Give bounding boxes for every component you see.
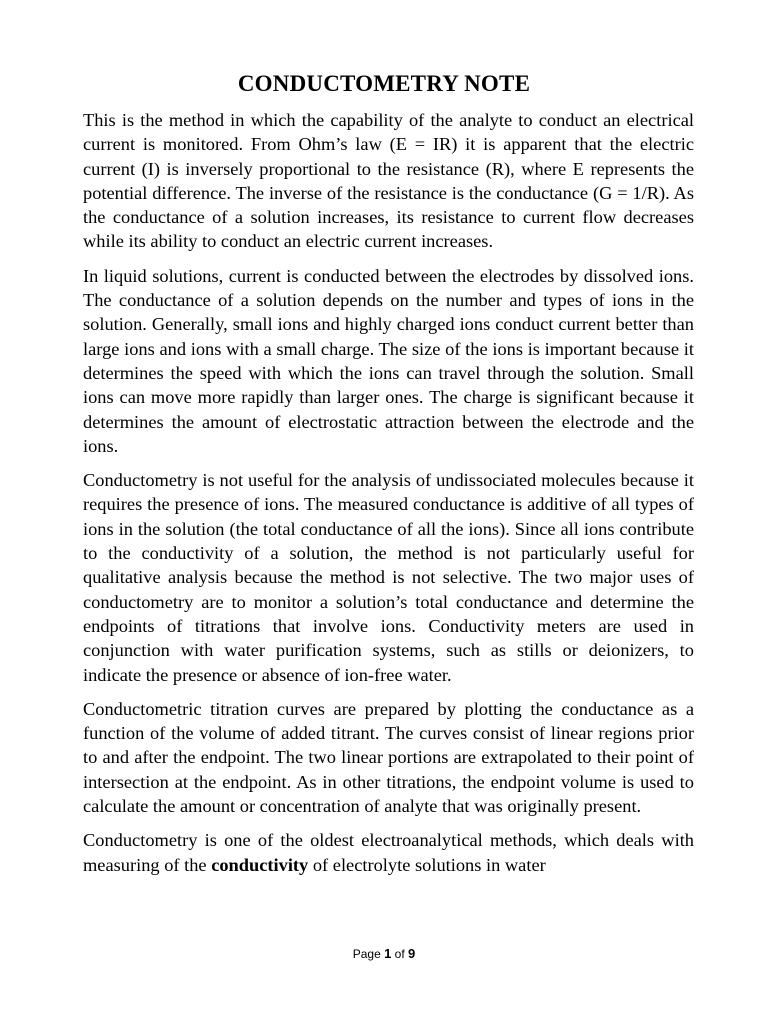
of-label: of	[394, 947, 405, 961]
page-footer	[0, 946, 768, 962]
document-body	[83, 108, 694, 877]
paragraph-2: In liquid solutions, current is conducted between the electrodes by dissolved ions. The conductance of a solution depends on the number and types of ions in the solution. Generally, small ions and highly charged ions conduct current better than large ions and ions with a small charge. The size of the ions is important because it determines the speed with which the ions can travel through the solution. Small ions can move more rapidly than larger ones. The charge is significant because it determines the amount of electrostatic attraction between the electrode and the ions.	[83, 265, 694, 456]
document-title: CONDUCTOMETRY NOTE	[237, 71, 531, 96]
paragraph-1: This is the method in which the capability of the analyte to conduct an electrical current is monitored. From Ohm’s law (E = IR) it is apparent that the electric current (I) is inversely proportional to the resistance (R), where E represents the potential difference. The inverse of the resistance is the conductance (G = 1/R). As the conductance of a solution increases, its resistance to current flow decreases while its ability to conduct an electric current increases.	[83, 110, 694, 252]
total-pages-number: 9	[408, 946, 416, 961]
current-page-number: 1	[384, 946, 392, 961]
paragraph-5-text-end: of electrolyte solutions in water	[308, 854, 546, 875]
paragraph-5-text-start: Conductometry is one of the oldest electroanalytical methods, which deals with measuring of the	[83, 830, 694, 875]
page-label: Page	[352, 947, 381, 961]
paragraph-5	[83, 828, 694, 877]
conductivity-bold-term: conductivity	[211, 854, 309, 875]
paragraph-4: Conductometric titration curves are prepared by plotting the conductance as a function of the volume of added titrant. The curves consist of linear regions prior to and after the endpoint. The two linear portions are extrapolated to their point of intersection at the endpoint. As in other titrations, the endpoint volume is used to calculate the amount or concentration of analyte that was originally present.	[83, 698, 694, 817]
paragraph-3: Conductometry is not useful for the analysis of undissociated molecules because it requires the presence of ions. The measured conductance is additive of all types of ions in the solution (the total conductance of all the ions). Since all ions contribute to the conductivity of a solution, the method is not particularly useful for qualitative analysis because the method is not selective. The two major uses of conductometry are to monitor a solution’s total conductance and determine the endpoints of titrations that involve ions. Conductivity meters are used in conjunction with water purification systems, such as stills or deionizers, to indicate the presence or absence of ion-free water.	[83, 470, 694, 685]
